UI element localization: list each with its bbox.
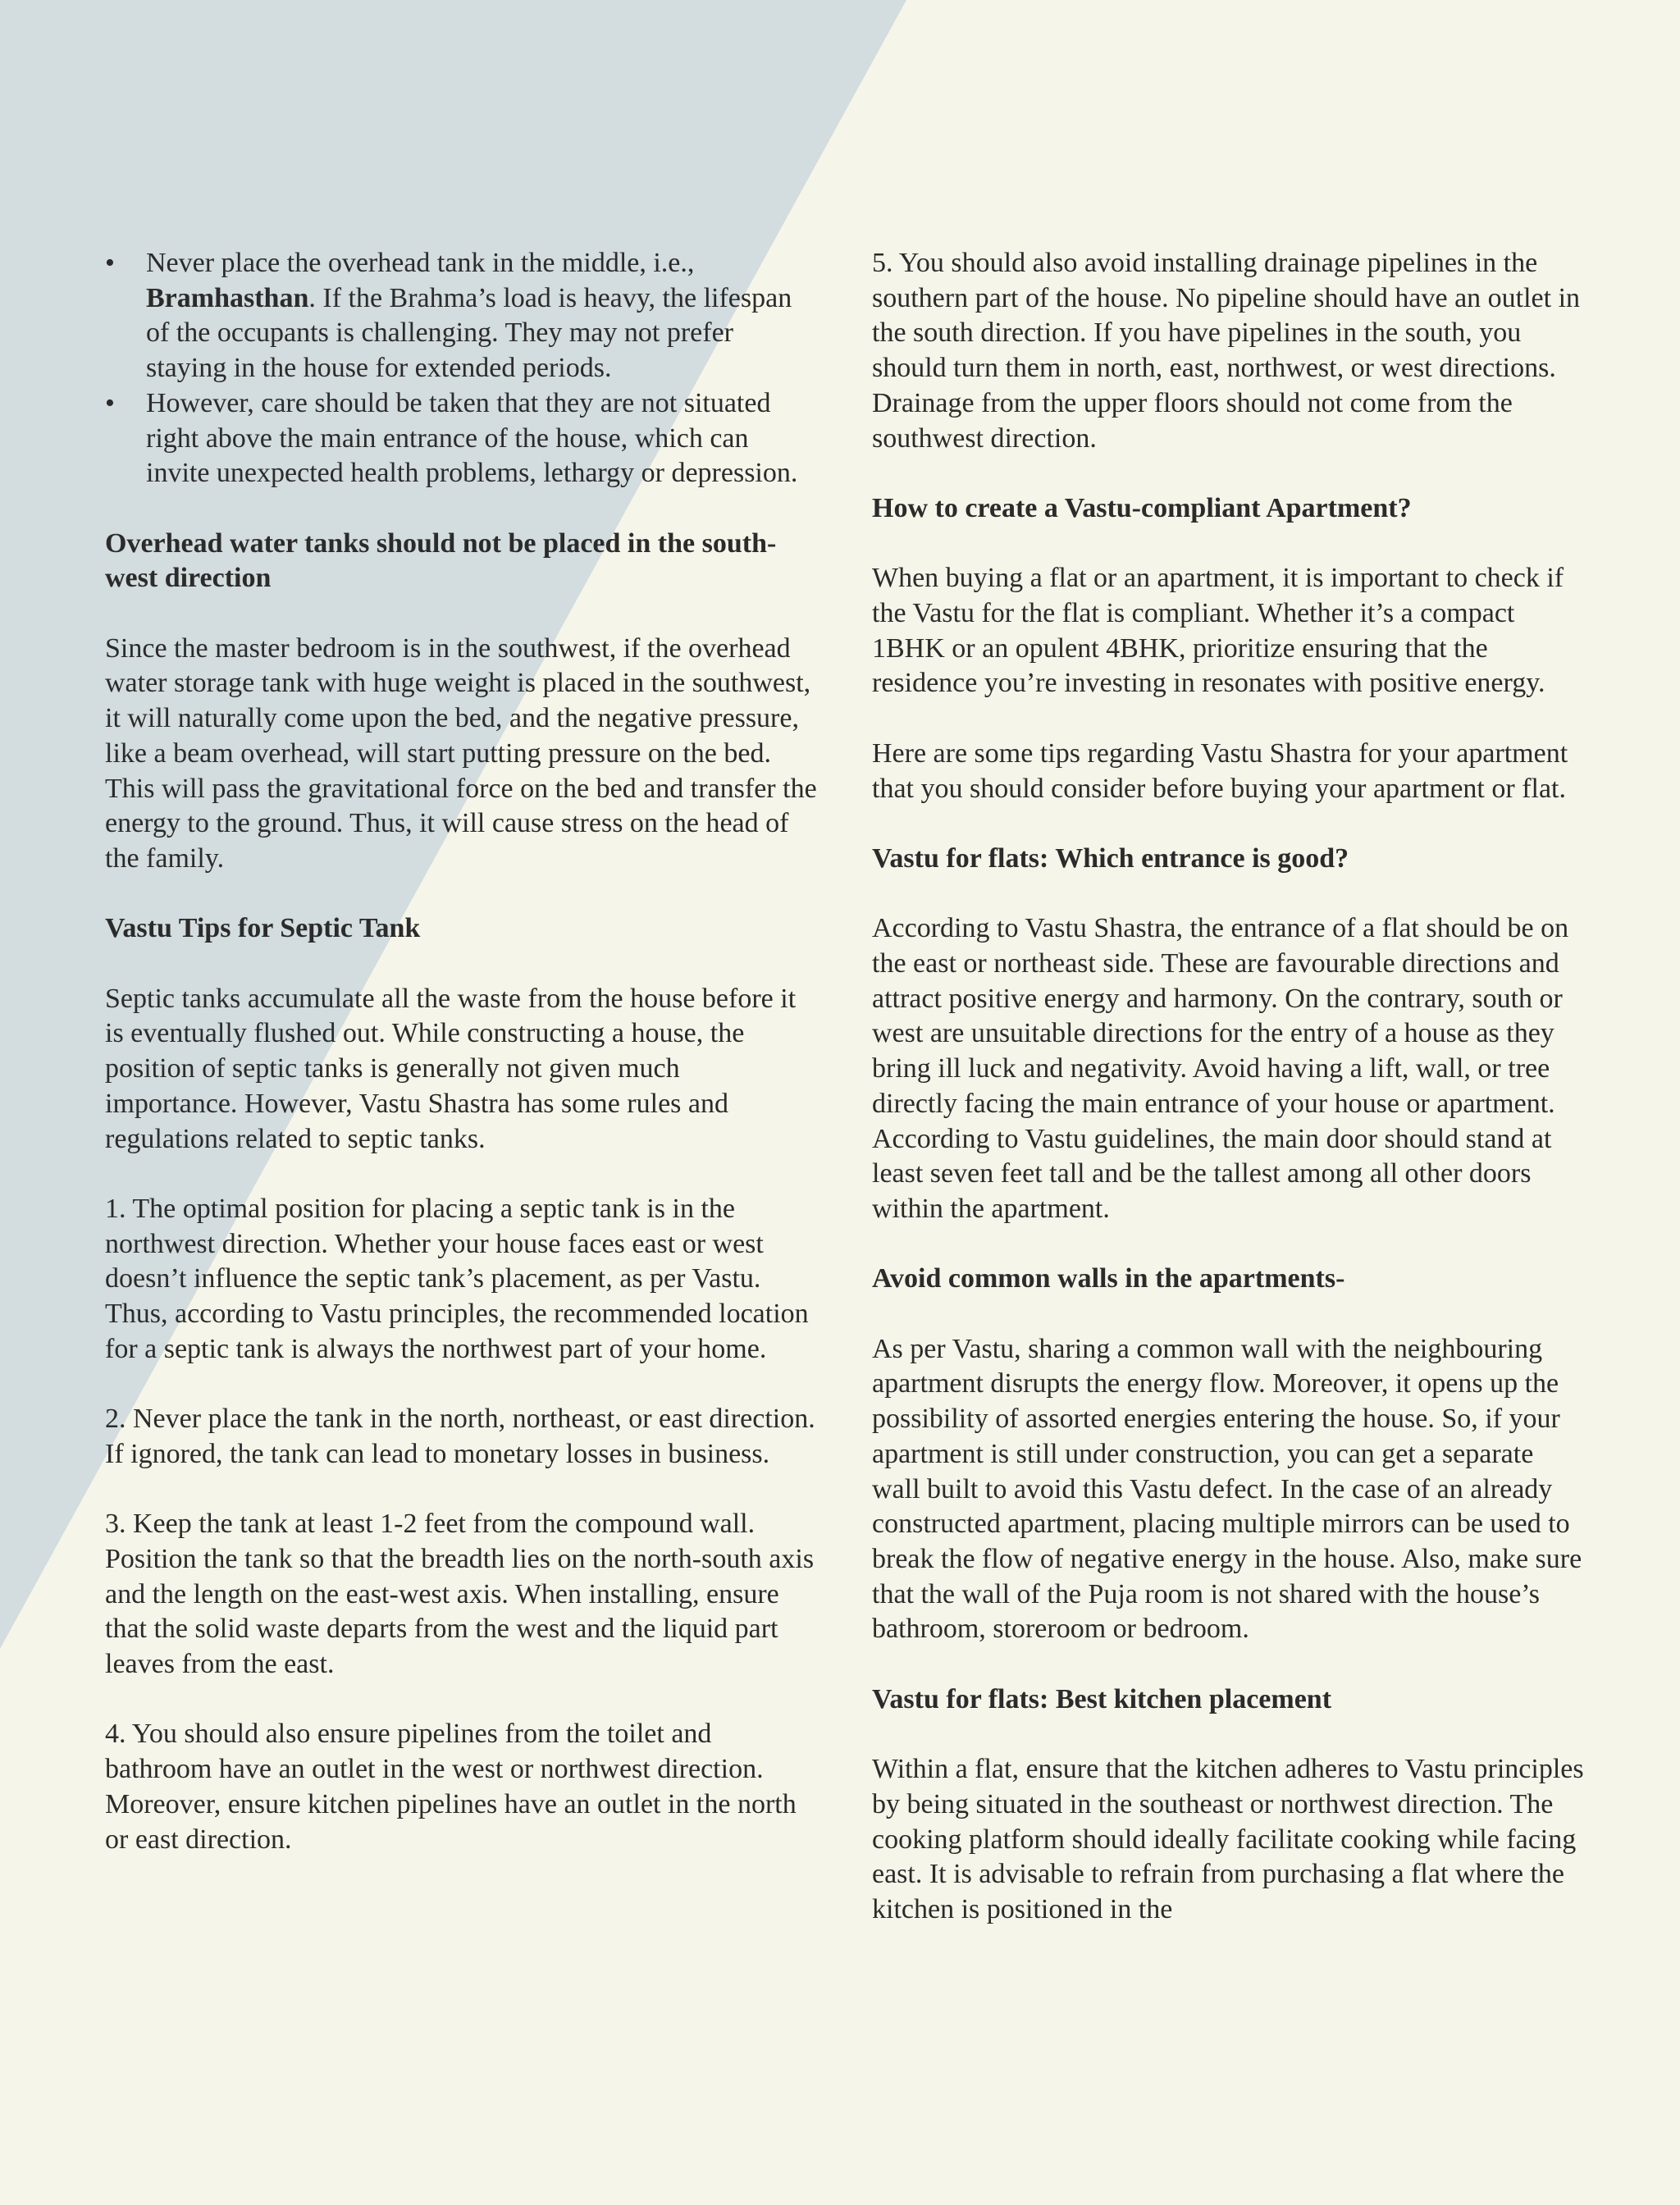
section-heading-entrance: Vastu for flats: Which entrance is good? (872, 842, 1349, 874)
paragraph-apartment-tips: Here are some tips regarding Vastu Shastra for your apartment that you should consider before buying your apartment or flat. (872, 737, 1568, 804)
paragraph-apartment-intro: When buying a flat or an apartment, it is important to check if the Vastu for the flat is compliant. Whether it’s a compact 1BHK or an opulent 4BHK, prioritize ensuring that the residence you’re investing in resonates with positive energy. (872, 563, 1564, 699)
bullet-item (105, 386, 819, 491)
bullet-list (105, 246, 819, 491)
paragraph-overhead-tanks: Since the master bedroom is in the southwest, if the overhead water storage tank with huge weight is placed in the southwest, it will naturally come upon the bed, and the negative pressure, like a beam overhead, will start putting pressure on the bed. This will pass the gravitational force on the bed and transfer the energy to the ground. Thus, it will cause stress on the head of the family. (105, 632, 817, 874)
paragraph-point-4: 4. You should also ensure pipelines from the toilet and bathroom have an outlet in the west or northwest direction. Moreover, ensure kitchen pipelines have an outlet in the north or east direction. (105, 1719, 797, 1855)
paragraph-point-3: 3. Keep the tank at least 1-2 feet from the compound wall. Position the tank so that the breadth lies on the north-south axis and the length on the east-west axis. When installing, ensure that the solid waste departs from the west and the liquid part leaves from the east. (105, 1509, 815, 1680)
paragraph-septic-intro: Septic tanks accumulate all the waste from the house before it is eventually flushed out. While constructing a house, the position of septic tanks is generally not given much importance. However, Vastu Shastra has some rules and regulations related to septic tanks. (105, 983, 797, 1154)
section-heading-common-walls: Avoid common walls in the apartments- (872, 1263, 1345, 1294)
section-heading-kitchen: Vastu for flats: Best kitchen placement (872, 1683, 1332, 1714)
bullet-text-prefix: Never place the overhead tank in the middle, i.e., (146, 248, 695, 278)
bullet-text-suffix: . If the Brahma’s load is heavy, the lifespan of the occupants is challenging. They may not prefer staying in the house for extended periods. (146, 282, 792, 384)
paragraph-point-2: 2. Never place the tank in the north, northeast, or east direction. If ignored, the tank can lead to monetary losses in business. (105, 1404, 815, 1469)
paragraph-kitchen: Within a flat, ensure that the kitchen adheres to Vastu principles by being situated in the southeast or northwest direction. The cooking platform should ideally facilitate cooking while facing east. It is advisable to refrain from purchasing a flat where the kitchen is positioned in the (872, 1754, 1584, 1924)
bullet-text-prefix: However, care should be taken that they are not situated right above the main entrance of the house, which can invite unexpected health problems, lethargy or depression. (146, 387, 798, 489)
bullet-text-bold: Bramhasthan (146, 282, 309, 313)
paragraph-point-1: 1. The optimal position for placing a septic tank is in the northwest direction. Whether your house faces east or west doesn’t influence the septic tank’s placement, as per Vastu. Thus, according to Vastu principles, the recommended location for a septic tank is always the northwest part of your home. (105, 1193, 809, 1364)
bullet-item (105, 246, 819, 386)
bullet-dot: • (105, 387, 115, 418)
paragraph-entrance: According to Vastu Shastra, the entrance of a flat should be on the east or northeast side. These are favourable directions and attract positive energy and harmony. On the contrary, south or west are unsuitable directions for the entry of a house as they bring ill luck and negativity. Avoid having a lift, wall, or tree directly facing the main entrance of your house or apartment. According to Vastu guidelines, the main door should stand at least seven feet tall and be the tallest among all other doors within the apartment. (872, 913, 1569, 1224)
section-heading-vastu-apartment: How to create a Vastu-compliant Apartment? (872, 492, 1412, 523)
left-column (105, 246, 819, 1892)
section-heading-septic-tank: Vastu Tips for Septic Tank (105, 913, 421, 944)
right-column (872, 246, 1586, 1962)
paragraph-point-5: 5. You should also avoid installing drainage pipelines in the southern part of the house. No pipeline should have an outlet in the south direction. If you have pipelines in the south, you should turn them in north, east, northwest, or west directions. Drainage from the upper floors should not come from the southwest direction. (872, 248, 1581, 454)
section-heading-overhead-tanks: Overhead water tanks should not be placed in the south-west direction (105, 527, 777, 594)
bullet-dot: • (105, 248, 115, 278)
paragraph-common-walls: As per Vastu, sharing a common wall with the neighbouring apartment disrupts the energy flow. Moreover, it opens up the possibility of assorted energies entering the house. So, if your apartment is still under construction, you can get a separate wall built to avoid this Vastu defect. In the case of an already constructed apartment, placing multiple mirrors can be used to break the flow of negative energy in the house. Also, make sure that the wall of the Puja room is not shared with the house’s bathroom, storeroom or bedroom. (872, 1333, 1582, 1645)
